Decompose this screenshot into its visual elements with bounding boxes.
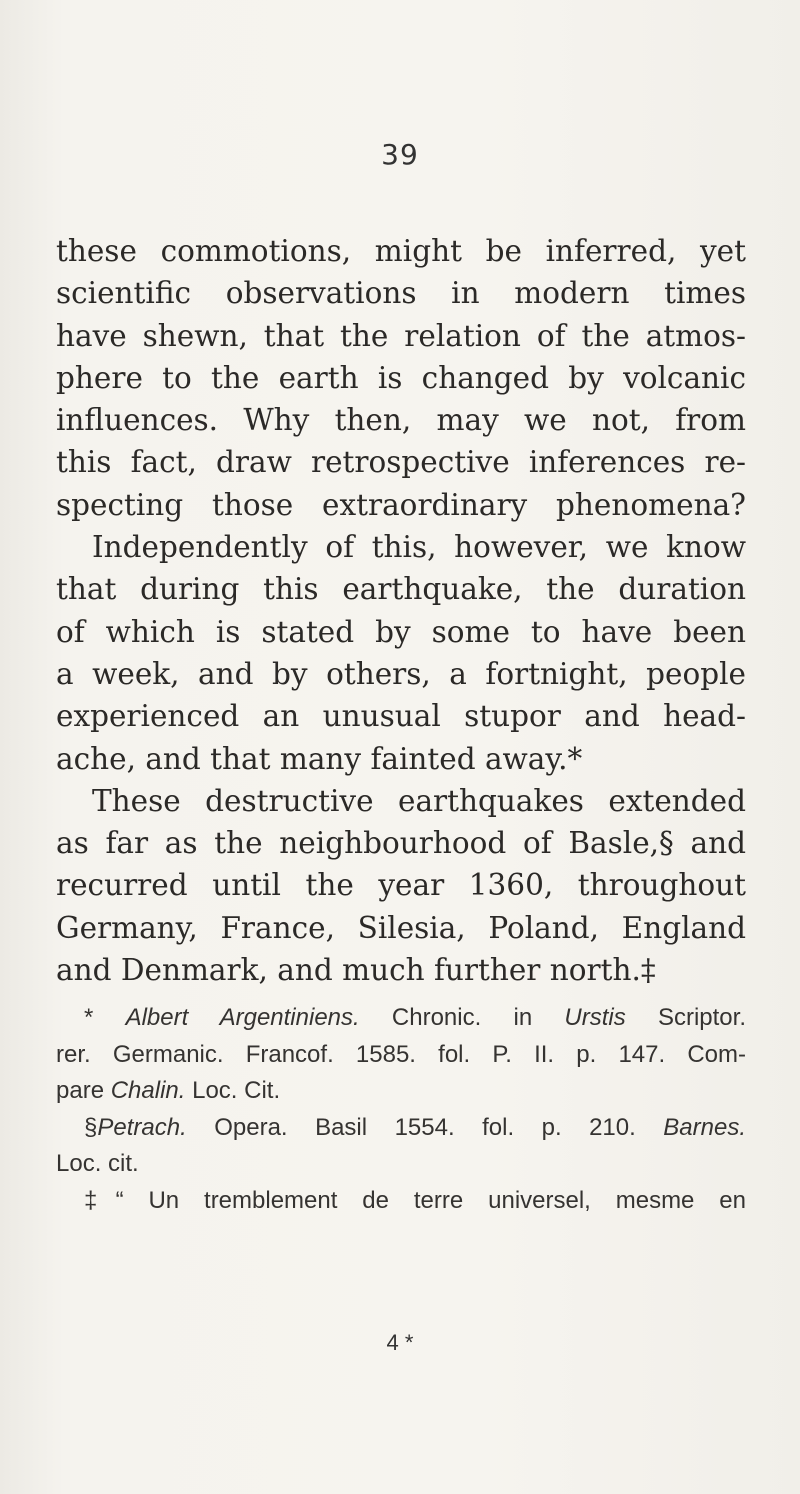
footnote-petrach: §Petrach. Opera. Basil 1554. fol. p. 210. Barnes. <box>84 1113 746 1141</box>
footnote-tremblement: ‡“ Un tremblement de terre universel, mesme en <box>84 1186 746 1214</box>
text-line: that during this earthquake, the duration <box>56 572 746 607</box>
page-number: 39 <box>381 138 419 171</box>
text-line: These destructive earthquakes extended <box>92 783 746 818</box>
footnotes <box>56 1000 746 1219</box>
text-line: this fact, draw retrospective inferences re- <box>56 445 746 480</box>
text-line: as far as the neighbourhood of Basle,§ and <box>56 826 746 861</box>
text-line: a week, and by others, a fortnight, people <box>56 656 746 691</box>
text-line: these commotions, might be inferred, yet <box>56 234 746 268</box>
text-line: ache, and that many fainted away.* <box>56 741 583 776</box>
signature-mark: 4 * <box>386 1330 414 1355</box>
text-line: experienced an unusual stupor and head- <box>56 699 746 734</box>
text-line: Independently of this, however, we know <box>92 530 746 565</box>
footnote-line: rer. Germanic. Francof. 1585. fol. P. II. p. 147. Com- <box>56 1040 746 1068</box>
text-line: of which is stated by some to have been <box>56 614 746 649</box>
footnote-line: pare Chalin. Loc. Cit. <box>56 1077 281 1104</box>
footnote-line: Loc. cit. <box>56 1150 139 1177</box>
text-line: specting those extraordinary phenomena? <box>56 487 746 522</box>
text-line: recurred until the year 1360, throughout <box>56 868 746 903</box>
footnote-albert: * Albert Argentiniens. Chronic. in Urstis Scriptor. <box>84 1004 746 1031</box>
text-line: have shewn, that the relation of the atmos- <box>56 318 746 353</box>
text-line: phere to the earth is changed by volcanic <box>56 360 746 395</box>
text-line: and Denmark, and much further north.‡ <box>56 953 656 988</box>
body-text <box>56 230 746 991</box>
text-line: Germany, France, Silesia, Poland, England <box>56 910 746 945</box>
text-line: scientific observations in modern times <box>56 276 746 311</box>
text-line: influences. Why then, may we not, from <box>56 403 746 438</box>
